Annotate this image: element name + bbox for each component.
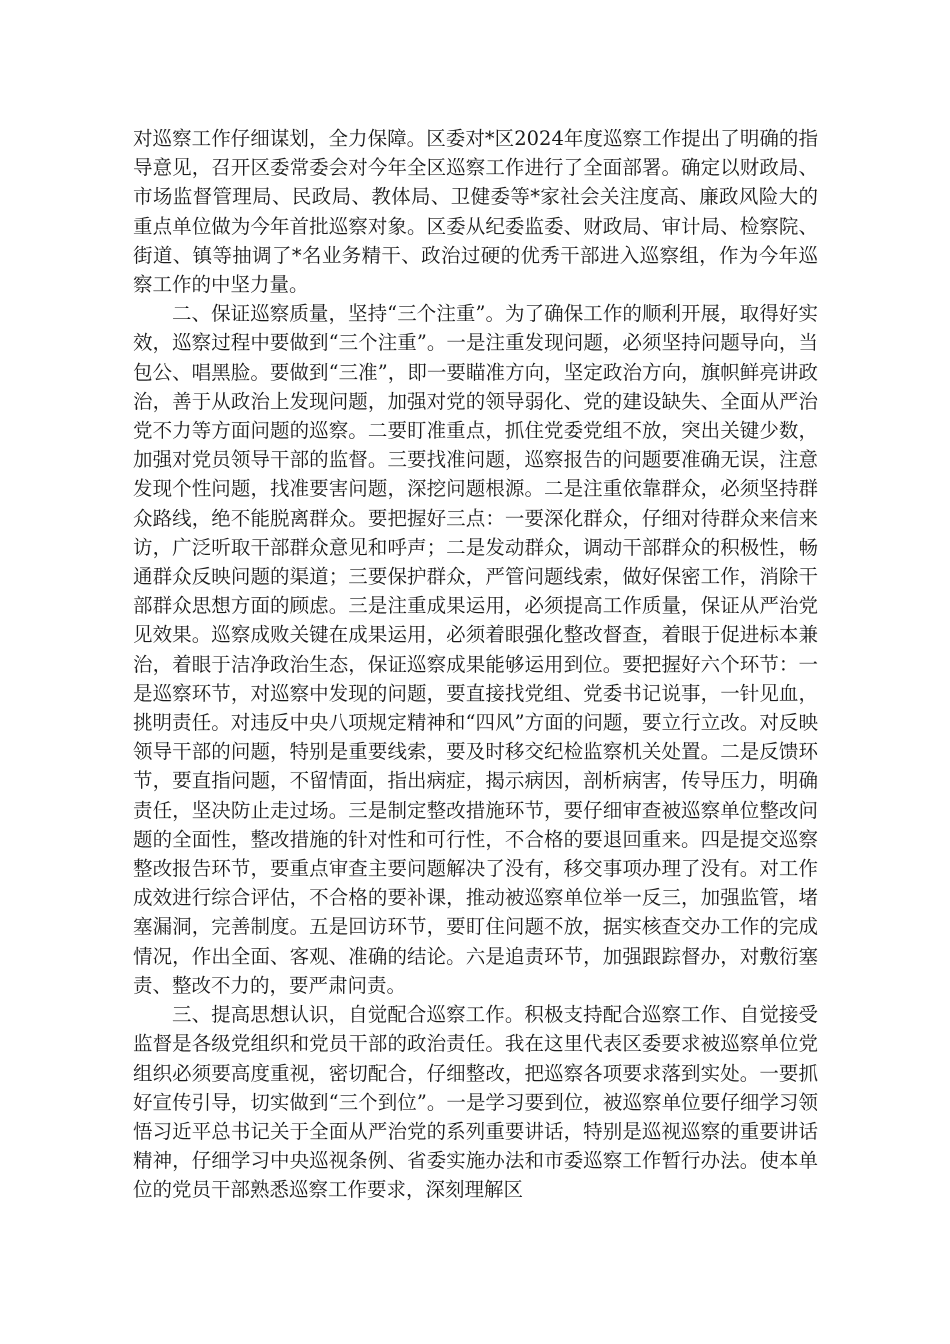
paragraph-continued: 对巡察工作仔细谋划，全力保障。区委对*区2024年度巡察工作提出了明确的指导意见，召开区委常委会对今年全区巡察工作进行了全面部署。确定以财政局、市场监督管理局、民政局、教体局、卫健委等*家社会关注度高、廉政风险大的重点单位做为今年首批巡察对象。区委从纪委监委、财政局、审计局、检察院、街道、镇等抽调了*名业务精干、政治过硬的优秀干部进入巡察组，作为今年巡察工作的中坚力量。 bbox=[133, 127, 818, 297]
document-body bbox=[133, 124, 818, 1205]
paragraph-section-three: 三、提高思想认识，自觉配合巡察工作。积极支持配合巡察工作、自觉接受监督是各级党组织和党员干部的政治责任。我在这里代表区委要求被巡察单位党组织必须要高度重视，密切配合，仔细整改，把巡察各项要求落到实处。一要抓好宣传引导，切实做到“三个到位”。一是学习要到位，被巡察单位要仔细学习领悟习近平总书记关于全面从严治党的系列重要讲话，特别是巡视巡察的重要讲话精神，仔细学习中央巡视条例、省委实施办法和市委巡察工作暂行办法。使本单位的党员干部熟悉巡察工作要求，深刻理解区 bbox=[133, 1003, 818, 1202]
paragraph-section-two: 二、保证巡察质量，坚持“三个注重”。为了确保工作的顺利开展，取得好实效，巡察过程中要做到“三个注重”。一是注重发现问题，必须坚持问题导向，当包公、唱黑脸。要做到“三准”，即一要瞄准方向，坚定政治方向，旗帜鲜亮讲政治，善于从政治上发现问题，加强对党的领导弱化、党的建设缺失、全面从严治党不力等方面问题的巡察。二要盯准重点，抓住党委党组不放，突出关键少数，加强对党员领导干部的监督。三要找准问题，巡察报告的问题要准确无误，注意发现个性问题，找准要害问题，深挖问题根源。二是注重依靠群众，必须坚持群众路线，绝不能脱离群众。要把握好三点：一要深化群众，仔细对待群众来信来访，广泛听取干部群众意见和呼声；二是发动群众，调动干部群众的积极性，畅通群众反映问题的渠道；三要保护群众，严管问题线索，做好保密工作，消除干部群众思想方面的顾虑。三是注重成果运用，必须提高工作质量，保证从严治党见效果。巡察成败关键在成果运用，必须着眼强化整改督查，着眼于促进标本兼治，着眼于洁净政治生态，保证巡察成果能够运用到位。要把握好六个环节：一是巡察环节，对巡察中发现的问题，要直接找党组、党委书记说事，一针见血，挑明责任。对违反中央八项规定精神和“四风”方面的问题，要立行立改。对反映领导干部的问题，特别是重要线索，要及时移交纪检监察机关处置。二是反馈环节，要直指问题，不留情面，指出病症，揭示病因，剖析病害，传导压力，明确责任，坚决防止走过场。三是制定整改措施环节，要仔细审查被巡察单位整改问题的全面性，整改措施的针对性和可行性，不合格的要退回重来。四是提交巡察整改报告环节，要重点审查主要问题解决了没有，移交事项办理了没有。对工作成效进行综合评估，不合格的要补课，推动被巡察单位举一反三，加强监管，堵塞漏洞，完善制度。五是回访环节，要盯住问题不放，据实核查交办工作的完成情况，作出全面、客观、准确的结论。六是追责环节，加强跟踪督办，对敷衍塞责、整改不力的，要严肃问责。 bbox=[133, 302, 818, 997]
